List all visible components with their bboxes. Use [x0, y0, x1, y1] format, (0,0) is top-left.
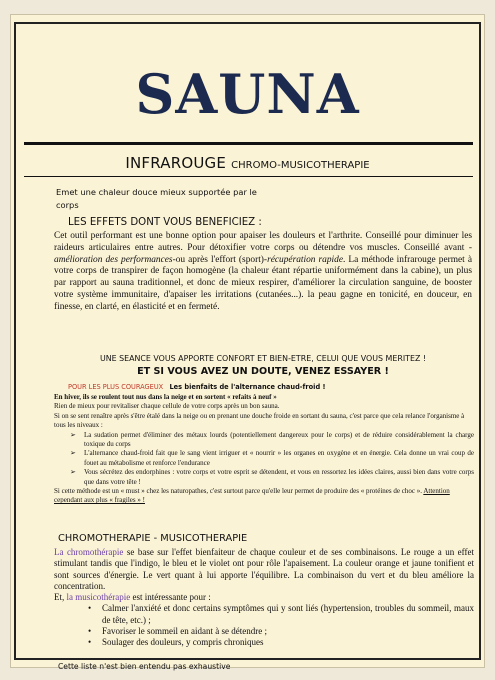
effets-italic-2: récupération rapide [267, 254, 344, 265]
intro-text [56, 186, 276, 212]
list-item: • Favoriser le sommeil en aidant à se détendre ; [102, 626, 474, 637]
courageux-block [54, 393, 474, 506]
chromo-block [54, 547, 474, 649]
list-item: • Calmer l'anxiété et donc certains symptômes qui y sont liés (hypertension, troubles du sommeil, maux de tête, etc.) ; [102, 603, 474, 626]
footer-note: Cette liste n'est bien entendu pas exhaustive [58, 662, 231, 671]
courageux-line-3: Si on se sent renaître après s'être étalé dans la neige ou en prenant une douche froide en sortant du sauna, c'est parce que cela relance l'organisme à tous les niveaux : [54, 411, 465, 430]
list-item: • Soulager des douleurs, y compris chroniques [102, 637, 474, 648]
courageux-closing: Si cette méthode est un « must » chez les naturopathes, c'est surtout parce qu'elle leur permet de produire des « protéines de choc ». [54, 487, 424, 496]
intro-line-1: Emet une chaleur douce mieux supportée par le [56, 187, 257, 197]
courageux-warning: Attention cependant aux plus « fragiles » ! [54, 487, 450, 505]
subtitle-rule [24, 176, 473, 177]
subtitle [16, 153, 479, 172]
courageux-title: Les bienfaits de l'alternance chaud-froid ! [169, 383, 326, 391]
effets-italic-1: -amélioration des performances [54, 242, 472, 265]
term-musicotherapie: la musicothérapie [66, 592, 131, 603]
courageux-heading [68, 383, 325, 391]
intro-line-2: corps [56, 200, 79, 210]
courageux-bold-line: En hiver, ils se roulent tout nus dans la neige et en sortent « refaits à neuf » [54, 393, 277, 401]
term-chromotherapie: La chromothérapie [54, 547, 124, 557]
subtitle-main: INFRAROUGE [125, 154, 227, 172]
chromo-text: se base sur l'effet bienfaiteur de chaque couleur et de ses combinaisons. Le rouge a un effet stimulant tandis que l'indigo, le bleu et le violet ont pour rôle l'apaisement. La couleur orange et jaune tonifient et sont sources d'énergie. Le vert quant à lui apporte l'équilibre. La combinaison du vert et du bleu améliore la concentration. [54, 547, 474, 591]
chromo-heading: CHROMOTHERAPIE - MUSICOTHERAPIE [58, 533, 248, 544]
subtitle-secondary: CHROMO-MUSICOTHERAPIE [231, 160, 370, 171]
effets-text-3: . La méthode infrarouge permet à votre corps de transpirer de façon homogène (la chaleur étant répartie uniformément dans la cabine), un plus par rapport au sauna traditionnel, et donc de mieux respirer, d'améliorer la circulation sanguine, de booster votre système immunitaire, d'apaiser les irritations (cutanées...). la peau gagne en tonicité, en douceur, en finesse, en clarté, en élasticité et en fermeté. [54, 254, 472, 312]
courageux-line-2: Rien de mieux pour revitaliser chaque cellule de votre corps après un bon sauna. [54, 402, 280, 411]
chromo-list [54, 603, 474, 648]
effets-text-2: -ou après l'effort (sport)- [172, 254, 268, 265]
courageux-label: POUR LES PLUS COURAGEUX [68, 383, 164, 391]
title-rule-top [24, 142, 473, 145]
chromo-p2-pre: Et, [54, 592, 67, 603]
page-title: SAUNA [135, 62, 360, 126]
banner-essayer: ET SI VOUS AVEZ UN DOUTE, VENEZ ESSAYER ! [137, 366, 389, 377]
courageux-list [54, 431, 474, 487]
list-item: ➢ L'alternance chaud-froid fait que le sang vient irriguer et « nourrir » les organes en oxygène et en énergie. Cela donne un vrai coup de fouet au métabolisme et renforce l'endurance [84, 449, 474, 468]
effets-heading: LES EFFETS DONT VOUS BENEFICIEZ : [68, 217, 262, 228]
effets-paragraph [54, 231, 472, 314]
list-item: ➢ La sudation permet d'éliminer des métaux lourds (potentiellement dangereux pour le corps) et de réduire considérablement la charge toxique du corps [84, 431, 474, 450]
list-item: ➢ Vous sécrétez des endorphines : votre corps et votre esprit se détendent, et vous en ressortez les idées claires, aussi bien dans votre corps que dans votre tête ! [84, 468, 474, 487]
banner-confort: UNE SEANCE VOUS APPORTE CONFORT ET BIEN-ETRE, CELUI QUE VOUS MERITEZ ! [99, 354, 427, 363]
effets-text-1: Cet outil performant est une bonne option pour apaiser les douleurs et l'arthrite. Conseillé pour diminuer les raideurs articulaires entre autres. Pour détoxifier votre corps ou détendre vos muscles. Conseillé avant [54, 231, 472, 253]
chromo-p2-post: est intéressante pour : [130, 592, 211, 603]
